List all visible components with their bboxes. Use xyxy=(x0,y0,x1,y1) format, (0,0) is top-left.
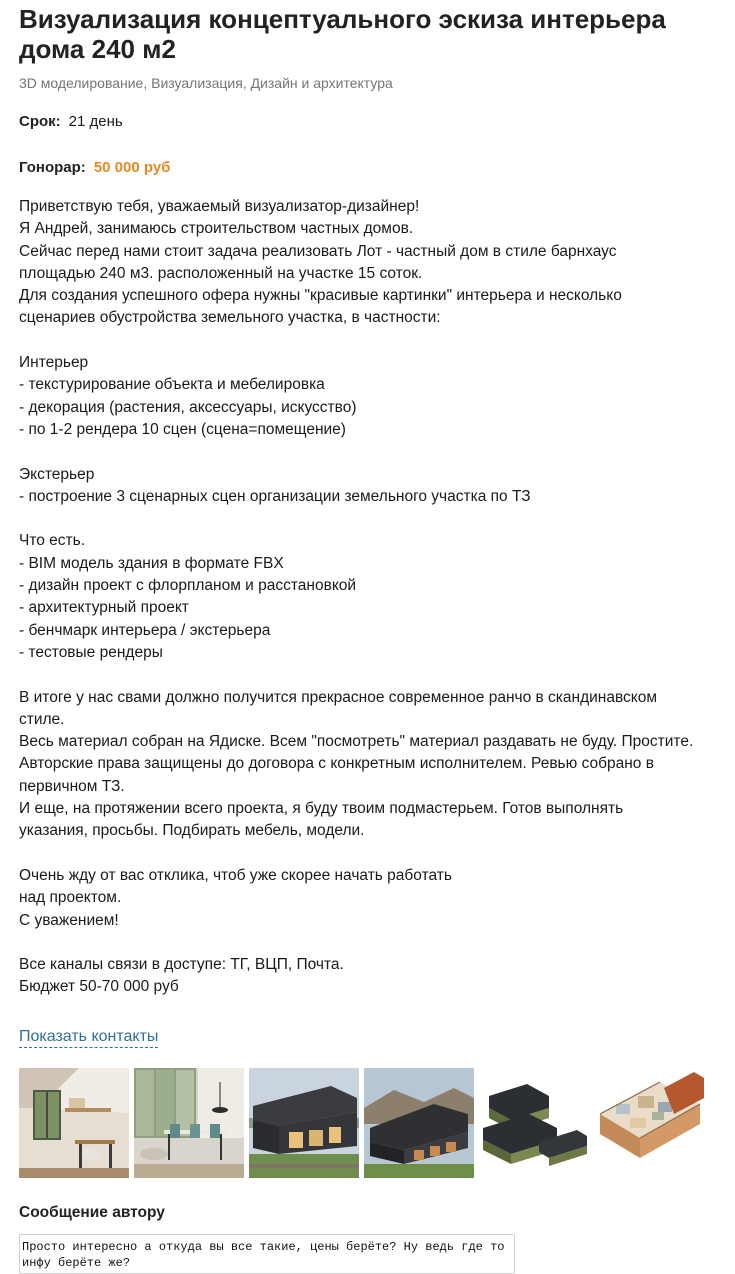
description-line: первичном ТЗ. xyxy=(19,777,125,795)
description-line: сценариев обустройства земельного участка, в частности: xyxy=(19,309,441,327)
description-line: - текстурирование объекта и мебелировка xyxy=(19,376,325,394)
description-line: стиле. xyxy=(19,710,65,728)
description-line: Сейчас перед нами стоит задача реализовать Лот - частный дом в стиле барнхаус xyxy=(19,242,617,260)
description-blank-line xyxy=(19,508,724,530)
description-line: - по 1-2 рендера 10 сцен (сцена=помещение) xyxy=(19,420,346,438)
deadline-value: 21 день xyxy=(68,113,123,130)
fee-value: 50 000 руб xyxy=(93,159,171,176)
exterior-dark-house-image xyxy=(249,1068,359,1178)
deadline-label: Срок: xyxy=(19,113,61,130)
description-blank-line xyxy=(19,330,724,352)
description-blank-line xyxy=(19,932,724,954)
description-line: - построение 3 сценарных сцен организации земельного участка по ТЗ xyxy=(19,487,531,505)
description-line: - тестовые рендеры xyxy=(19,643,163,661)
description-line: Бюджет 50-70 000 руб xyxy=(19,978,179,996)
description-line: - дизайн проект с флорпланом и расстановкой xyxy=(19,577,357,595)
description-line: Авторские права защищены до договора с конкретным исполнителем. Ревью собрано в xyxy=(19,755,654,773)
description-line: - BIM модель здания в формате FBX xyxy=(19,554,284,572)
interior-workspace-image xyxy=(19,1068,129,1178)
description-line: Для создания успешного офера нужны "красивые картинки" интерьера и несколько xyxy=(19,287,622,305)
gallery-thumb-4[interactable] xyxy=(364,1068,474,1178)
description-line: Что есть. xyxy=(19,532,86,550)
message-heading: Сообщение автору xyxy=(19,1204,165,1221)
show-contacts-link[interactable]: Показать контакты xyxy=(19,1027,158,1048)
gallery-thumb-1[interactable] xyxy=(19,1068,129,1178)
gallery-thumb-2[interactable] xyxy=(134,1068,244,1178)
model-cutaway-plan-image xyxy=(594,1068,704,1178)
description-blank-line xyxy=(19,441,724,463)
description-blank-line xyxy=(19,664,724,686)
project-description xyxy=(19,196,724,999)
description-line: С уважением! xyxy=(19,911,119,929)
gallery-thumb-5[interactable] xyxy=(479,1068,589,1178)
description-line: Приветствую тебя, уважаемый визуализатор-дизайнер! xyxy=(19,198,420,215)
deadline-row xyxy=(19,112,123,132)
description-line: - бенчмарк интерьера / экстерьера xyxy=(19,621,271,639)
description-line: Экстерьер xyxy=(19,465,95,483)
description-line: - архитектурный проект xyxy=(19,599,189,617)
message-input[interactable] xyxy=(19,1234,515,1274)
gallery-thumb-3[interactable] xyxy=(249,1068,359,1178)
project-title: Визуализация концептуального эскиза интерьера дома 240 м2 xyxy=(19,4,666,64)
description-line: площадью 240 м3. расположенный на участке 15 соток. xyxy=(19,264,423,282)
description-line: Интерьер xyxy=(19,354,89,372)
description-line: над проектом. xyxy=(19,889,122,907)
description-line: В итоге у нас свами должно получится прекрасное современное ранчо в скандинавском xyxy=(19,688,658,706)
project-categories: 3D моделирование, Визуализация, Дизайн и архитектура xyxy=(19,75,393,91)
image-gallery xyxy=(19,1068,719,1178)
fee-row xyxy=(19,158,170,178)
description-line: Весь материал собран на Ядиске. Всем "посмотреть" материал раздавать не буду. Простите. xyxy=(19,733,694,751)
fee-label: Гонорар: xyxy=(19,159,86,176)
description-line: И еще, на протяжении всего проекта, я буду твоим подмастерьем. Готов выполнять xyxy=(19,800,624,818)
description-line: Все каналы связи в доступе: ТГ, ВЦП, Почта. xyxy=(19,956,344,974)
model-roof-blocks-image xyxy=(479,1068,589,1178)
description-blank-line xyxy=(19,843,724,865)
interior-dining-image xyxy=(134,1068,244,1178)
gallery-thumb-6[interactable] xyxy=(594,1068,704,1178)
description-line: Я Андрей, занимаюсь строительством частных домов. xyxy=(19,220,414,238)
description-line: Очень жду от вас отклика, чтоб уже скорее начать работать xyxy=(19,866,452,884)
exterior-house-landscape-image xyxy=(364,1068,474,1178)
description-line: указания, просьбы. Подбирать мебель, модели. xyxy=(19,822,365,840)
description-line: - декорация (растения, аксессуары, искусство) xyxy=(19,398,357,416)
